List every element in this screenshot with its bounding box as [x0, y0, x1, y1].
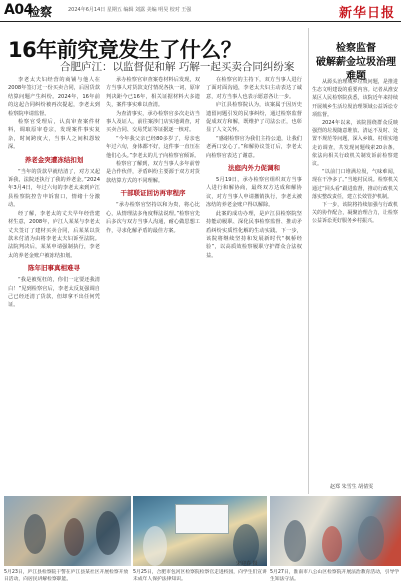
article-subhead: 合肥庐江：以监督促和解 巧解一起买卖合同纠纷案 — [60, 61, 295, 73]
paragraph: “当年的货款早就结清了，对方又起诉我，法院还执行了我的养老金。”2024年3月4日，年过六旬的李老太来到庐江县检察院控告申诉窗口，情绪十分激动。 — [8, 168, 100, 209]
article-column-3 — [206, 76, 302, 492]
paragraph: “今年我父亲已经80多岁了，母亲也年过六旬，身体都不好，这件事一直压在他们心头。”李老太的儿子向检察官倾诉。 — [106, 135, 200, 159]
section-title: 检察 — [28, 5, 53, 19]
paragraph: 庐江县检察院认为，该案属于因历史遗留问题引发的民事纠纷，通过检察监督促成双方和解，既维护了司法公正，也彰显了人文关怀。 — [206, 102, 302, 134]
section-heading: 陈年旧事真相难寻 — [28, 264, 80, 273]
sidebar-byline: 赵郑 朱雪生 胡倩雯 — [330, 484, 374, 490]
news-photo-1 — [4, 496, 131, 566]
dateline: 2024年6月14日 星期五 编辑 刘露 美编 明昊 校对 王强 — [68, 7, 192, 13]
paragraph: “以前门口堆满垃圾，气味难闻，现在干净多了。”当地村民说。检察机关通过“回头看”跟进监督，推动行政机关落实整改责任，建立长效管护机制。 — [312, 169, 398, 200]
masthead — [0, 0, 401, 22]
news-photo-2 — [133, 496, 267, 566]
article-headline: 16年前究竟发生了什么？ — [8, 38, 242, 62]
paragraph: “承办检察官坚持以和为贵，将心比心，从情理法多角度释法说理。”检察官先后多次与双方当事人沟通，耐心做思想工作，寻求化解矛盾的最佳方案。 — [106, 202, 200, 234]
newspaper-logo: 新华日报 — [338, 6, 395, 21]
photo-caption: 5月27日，淮南市八公山区检察院开展法治教育活动，引导学生知法守法。 — [270, 570, 400, 582]
photo-figure — [96, 511, 120, 555]
paragraph: 下一步，该院将持续加强与行政机关的协作配合，凝聚治理合力，让检察公益诉讼更好服务乡村振兴。 — [312, 202, 398, 225]
photo-caption: 5月25日，合肥市包河区检察院检察官走进校园，向学生们宣讲未成年人保护法律知识。 — [133, 570, 267, 582]
photo-figure — [284, 520, 306, 562]
photo-figure — [64, 518, 84, 556]
photo-credit: 宋迎春 摄 — [236, 561, 258, 567]
paragraph: “感谢检察官为我们主持公道，让我们老两口安心了。”和解协议签订后，李老太向检察官表达了谢意。 — [206, 135, 302, 159]
article-column-1 — [8, 76, 100, 492]
paragraph: 经了解，李老太的丈夫早年经营建材生意，2008年，庐江人某某与李老太丈夫签订了建材买卖合同，后某某以货款未付清为由将李老太夫妇诉至法院。法院判决后，某某申请强制执行，李老太的养老金账户被冻结扣划。 — [8, 210, 100, 259]
paragraph: 承办检察官审查案卷材料后发现，双方当事人对货款支付情况各执一词，原审判决距今已16年，相关证据材料大多遗失，案件事实难以查清。 — [106, 77, 200, 109]
photo-figure — [143, 526, 167, 566]
article-column-2 — [106, 76, 200, 492]
photo-figure — [322, 526, 342, 562]
sidebar-title-line: 破解薪金垃圾治理难题 — [316, 57, 396, 82]
section-heading: 养老金突遭冻结扣划 — [24, 155, 84, 164]
photo-display-board — [175, 504, 229, 534]
photo-figure — [24, 514, 46, 554]
paragraph: 检察官受理后，认真审查案件材料，调取原审卷宗，发现案件事实复杂，时间跨度大，当事人之间积怨较深。 — [8, 119, 100, 151]
sidebar-body — [312, 78, 398, 486]
paragraph: “我是被冤枉的，你们一定要还我清白！”见到检察官后，李老太反复强调自己已经还清了货款，但却拿不出任何凭证。 — [8, 277, 100, 309]
photo-caption: 5月23日，庐江县检察院干警在庐江县某社区开展检察开放日活动，向居民讲解检察职能。 — [4, 570, 129, 582]
paragraph: 从源头治理城乡垃圾问题，是推进生态文明建设的重要内容。记者从淮安某区人民检察院获悉，该院近年来持续开展城乡生活垃圾治理领域公益诉讼专项监督。 — [312, 79, 398, 118]
section-heading: 法庭内外力促调和 — [228, 164, 280, 173]
paragraph: 为查清事实，承办检察官多次走访当事人及证人，前往案涉门店实地调查，对买卖合同、交易凭证等证据逐一核对。 — [106, 110, 200, 134]
sidebar-title-line: 检察监督 — [336, 43, 376, 54]
paragraph: 检察官了解到，双方当事人多年前曾是合作伙伴，矛盾纠纷主要源于双方对货款结算方式的不同理解。 — [106, 161, 200, 184]
news-photo-3 — [270, 496, 401, 566]
paragraph: 此案的成功办理，是庐江县检察院坚持能动履职、深化民事检察监督、推动矛盾纠纷实质性化解的生动实践。下一步，该院将继续坚持和发展新时代“枫桥经验”，以高质效检察履职守护群众合法权益。 — [206, 210, 302, 259]
paragraph: 李老太夫妇经营的商铺与他人在2008年签订过一份买卖合同，后因货款结算问题产生纠纷。2024年，16年前的这起合同纠纷被再次提起，李老太到检察院申请监督。 — [8, 77, 100, 117]
paragraph: 5月19日，承办检察官组织双方当事人进行和解协商，最终双方达成和解协议，对方当事人申请撤销执行，李老太被冻结的养老金账户得以解除。 — [206, 177, 302, 209]
page-number: A04 — [4, 2, 33, 18]
photo-figure — [358, 516, 384, 560]
paragraph: 在检察官的主持下，双方当事人进行了面对面沟通，李老太夫妇主动表达了诚意，对方当事人也表示愿意各让一步。 — [206, 77, 302, 100]
section-heading: 干部联证回访再审程序 — [120, 189, 186, 198]
paragraph: 2024年以来，该院围绕群众反映强烈的垃圾随意堆放、清运不及时、处置不规范等问题，深入乡镇、村组实地走访调查，共发现问题线索20余条，依法向相关行政机关制发诉前检察建议。 — [312, 120, 398, 168]
